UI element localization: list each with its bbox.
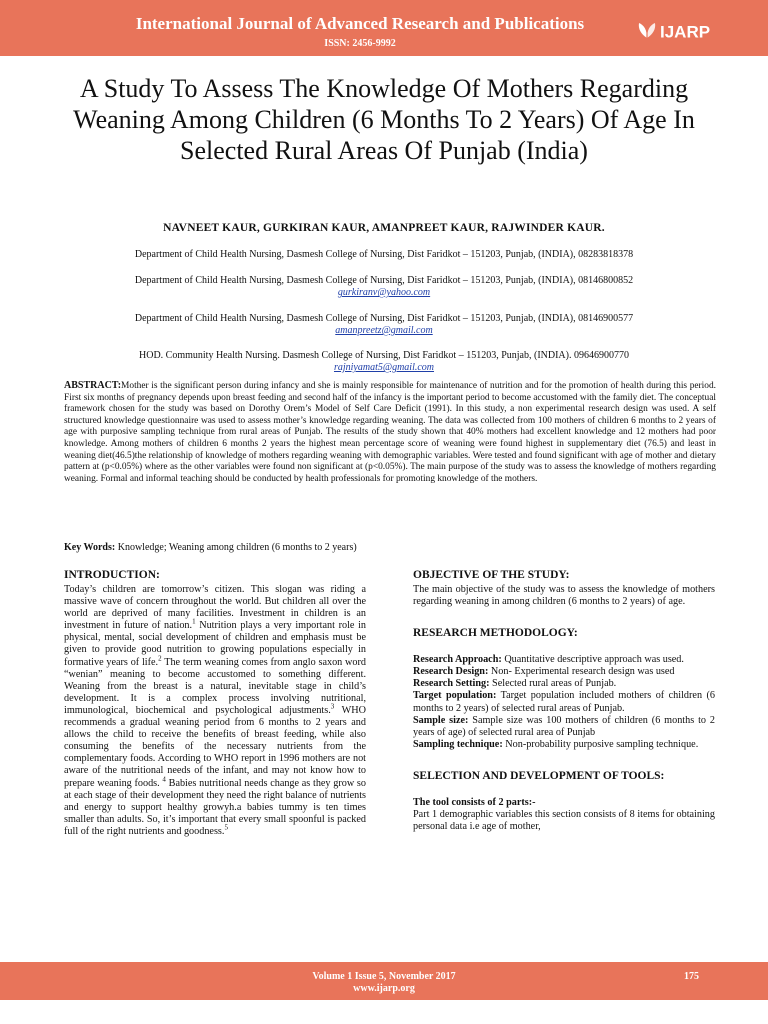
journal-name: International Journal of Advanced Research and Publications <box>135 14 585 33</box>
journal-logo <box>637 21 710 44</box>
left-column <box>64 568 366 838</box>
email-link[interactable]: rajniyamat5@gmail.com <box>333 362 435 373</box>
keywords <box>64 542 716 554</box>
tools-subheading: The tool consists of 2 parts:- <box>413 796 536 808</box>
affiliation-1 <box>40 249 728 261</box>
objective-text: The main objective of the study was to assess the knowledge of mothers regarding weaning in among children (6 months to 2 years) of age. <box>413 584 715 608</box>
affiliation-4 <box>40 350 728 374</box>
method-item-design: Research Design: Non- Experimental research design was used <box>413 666 675 678</box>
citation-3: 3 <box>330 702 335 711</box>
tools-heading: SELECTION AND DEVELOPMENT OF TOOLS: <box>413 769 665 782</box>
citation-1: 1 <box>192 617 196 626</box>
introduction-text: Today’s children are tomorrow’s citizen. This slogan was riding a massive wave of concern throughout the world. But children all over the world are deprived of many facilities. Investment in children is an investment in future of nation.$^1$ Nutrition plays a very important role in physical, mental, social development of children and emphasis must be given to provide good nutrition to growing populations especially in formative years of life.$^2$ The term weaning comes from anglo saxon word “wenian” meaning to become accustomed to something different. Weaning from the breast is a natural, inevitable stage in child’s development. It is a complex process involving nutritional, immunological, biochemical and psychological adjustments.$^3$ WHO recommends a gradual weaning period from 6 months to 2 years and allows the child to receive the benefits of breast feeding, while also consuming the benefits of the necessary nutrients from the complementary foods. According to WHO report in 1996 mothers are not aware of the nutritional needs of the infant, and may not know how to prepare weaning foods. $^4$ Babies nutritional needs change as they grow so at each stage of their development they need the right balance of nutrients and energy to support healthy growyh.a babies tummy is ten times smaller than adults. So, it’s important that every small spoonful is packed full of the right nutrients and goodness.$^5$ <box>64 584 367 837</box>
issn-label: ISSN: 2456-9992 <box>324 38 396 49</box>
abstract-text: Mother is the significant person during infancy and she is mainly responsible for maintenance of nutrition and for the promotion of health during this period. First six months of pregnancy depends upon breast feeding and second half of the infancy is the important period to become accustomed with the family diet. The conceptual framework chosen for the study was based on Dorothy Orem’s Model of Self Care Deficit (1991). In this study, a non experimental research design was used. A self structured knowledge questionnaire was used to assess mother’s knowledge regarding weaning. The data was collected from 100 mothers of children 6 months to 2 years of age with purposive sampling technique from rural areas of Punjab. The results of the study shown that 40% mothers had excellent knowledge and 12 mothers had poor knowledge. Among mothers of children 6 months 2 years the highest mean percentage score of weaning were found highest in supplementary diet (76.5) and least in weaning diet(46.5)the relationship of knowledge of mothers regarding weaning with demographic variables. Were tested and found significant with age of mother and dietary pattern at (p<0.05%) where as the other variables were found non significant at (p<0.05%). The main purpose of the study was to assess the knowledge of mothers regarding weaning. Formal and informal teaching should be conducted by health professionals for promoting knowledge of the mothers. <box>64 381 716 484</box>
tools-text: Part 1 demographic variables this section consists of 8 items for obtaining personal data i.e age of mother, <box>413 809 715 833</box>
keywords-text: Knowledge; Weaning among children (6 months to 2 years) <box>115 542 357 553</box>
affiliation-text: Department of Child Health Nursing, Dasmesh College of Nursing, Dist Faridkot – 151203, Punjab, (INDIA), 08146800852 <box>134 275 634 286</box>
method-item-population: Target population: Target population included mothers of children (6 months to 2 years) of selected rural areas of Punjab. <box>413 690 715 714</box>
affiliation-text: Department of Child Health Nursing, Dasmesh College of Nursing, Dist Faridkot – 151203, Punjab, (INDIA), 08283818378 <box>134 249 634 260</box>
volume-info: Volume 1 Issue 5, November 2017 <box>312 971 456 982</box>
affiliation-2 <box>40 275 728 299</box>
author-list: NAVNEET KAUR, GURKIRAN KAUR, AMANPREET KAUR, RAJWINDER KAUR. <box>163 222 605 234</box>
method-item-sample-size: Sample size: Sample size was 100 mothers of children (6 months to 2 years of age) of selected rural area of Punjab <box>413 714 715 738</box>
paper-title: A Study To Assess The Knowledge Of Mothers Regarding Weaning Among Children (6 Months To 2 Years) Of Age In Selected Rural Areas Of Punjab (India) <box>73 74 695 165</box>
introduction-heading: INTRODUCTION: <box>64 569 160 581</box>
right-column <box>413 568 715 833</box>
method-item-setting: Research Setting: Selected rural areas of Punjab. <box>413 678 617 690</box>
affiliation-text: HOD. Community Health Nursing. Dasmesh College of Nursing, Dist Faridkot – 151203, Punjab, (INDIA). 09646900770 <box>139 350 629 361</box>
logo-text: IJARP <box>660 22 711 42</box>
abstract <box>64 380 716 485</box>
abstract-label: ABSTRACT: <box>64 380 122 391</box>
methodology-heading: RESEARCH METHODOLOGY: <box>413 627 578 640</box>
method-item-sampling: Sampling technique: Non-probability purposive sampling technique. <box>413 738 699 750</box>
citation-4: 4 <box>162 775 166 784</box>
method-item-approach: Research Approach: Quantitative descriptive approach was used. <box>413 654 684 666</box>
keywords-label: Key Words: <box>64 542 116 553</box>
citation-5: 5 <box>224 823 228 832</box>
leaf-logo-icon <box>637 21 657 44</box>
objective-heading: OBJECTIVE OF THE STUDY: <box>413 569 570 581</box>
website-link[interactable]: www.ijarp.org <box>353 983 415 994</box>
email-link[interactable]: amanpreetz@gmail.com <box>335 325 433 336</box>
page-number: 175 <box>684 971 699 982</box>
affiliation-3 <box>40 313 728 337</box>
citation-2: 2 <box>158 654 162 663</box>
email-link[interactable]: gurkiranv@yahoo.com <box>337 287 431 298</box>
affiliation-text: Department of Child Health Nursing, Dasmesh College of Nursing, Dist Faridkot – 151203, Punjab, (INDIA), 08146900577 <box>134 313 634 324</box>
